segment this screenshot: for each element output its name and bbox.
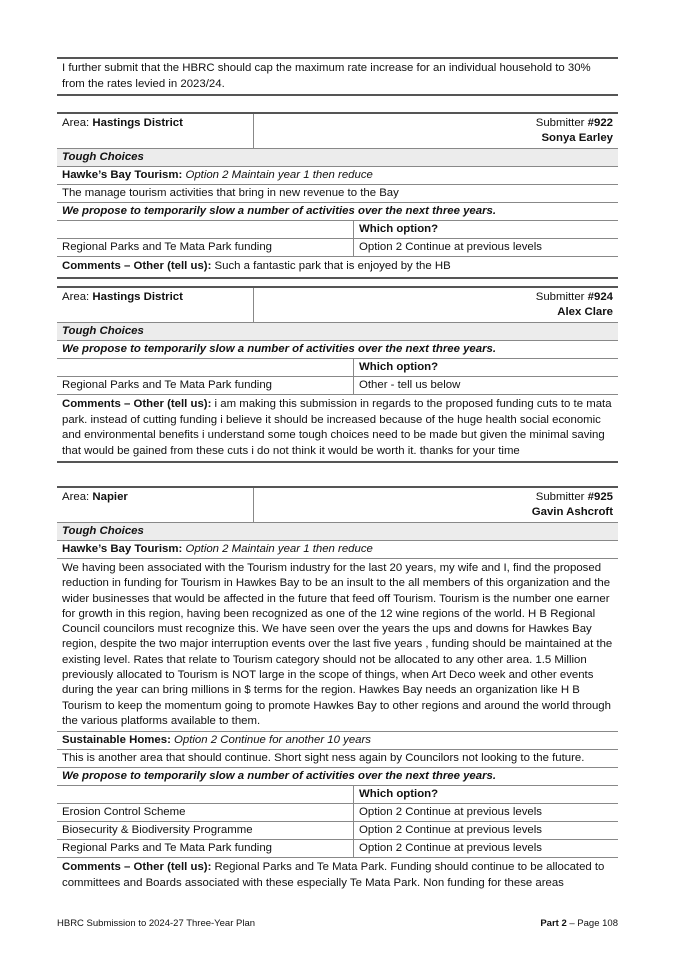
table-row: Regional Parks and Te Mata Park funding Option 2 Continue at previous levels: [57, 239, 618, 257]
tourism-choice: Hawke’s Bay Tourism: Option 2 Maintain year 1 then reduce: [57, 541, 618, 559]
submission-header: Area: Hastings District Submitter #924 Alex Clare: [57, 288, 618, 323]
section-heading: Tough Choices: [57, 323, 618, 341]
table-row: Regional Parks and Te Mata Park funding Option 2 Continue at previous levels: [57, 840, 618, 858]
tourism-choice: Hawke’s Bay Tourism: Option 2 Maintain year 1 then reduce: [57, 167, 618, 185]
intro-block: [57, 57, 618, 96]
comments: Comments – Other (tell us): Such a fantastic park that is enjoyed by the HB: [62, 260, 451, 272]
options-header: Which option?: [57, 786, 618, 804]
submitter-name: Gavin Ashcroft: [531, 506, 613, 518]
tourism-text: We having been associated with the Tourism industry for the last 20 years, my wife and I, find the proposed reduction in funding for Tourism in Hawkes Bay to be an insult to the all members of this organization and the wider businesses that would be affected in the future that feed off Tourism. Tourism is the number one earner for growth in this region, having been recognized as one of the 12 wine regions of the world. H B Regional Council councilors must recognize this. We have seen over the years the ups and downs for Hawkes Bay region, despite the two major interruption events over the last five years , funding should be maintained at the existing level. Rates that relate to Tourism category should not be allocated to any other area. 1.5 Million previously allocated to Tourism is NOT large in the scope of things, when Art Deco week and other events during the year can bring millions in $ terms for the region. Hawkes Bay needs an organization like H B Tourism to keep the momentum going to promote Hawkes Bay to other regions and around the world through the various platforms available to them.: [57, 559, 618, 732]
comments: Comments – Other (tell us): Regional Parks and Te Mata Park. Funding should continue to be allocated to committees and Boards associated with these especially Te Mata Park. Non funding for these areas: [62, 861, 605, 889]
homes-text: This is another area that should continue. Short sight ness again by Councilors not looking to the future.: [57, 750, 618, 768]
propose-heading: We propose to temporarily slow a number of activities over the next three years.: [57, 203, 618, 221]
area-value: Hastings District: [92, 291, 183, 303]
propose-heading: We propose to temporarily slow a number of activities over the next three years.: [57, 341, 618, 359]
submission-922: [57, 112, 618, 279]
submitter-number: #924: [587, 291, 613, 303]
submission-924: [57, 286, 618, 463]
submission-header: Area: Napier Submitter #925 Gavin Ashcroft: [57, 488, 618, 523]
propose-heading: We propose to temporarily slow a number of activities over the next three years.: [57, 768, 618, 786]
homes-choice: Sustainable Homes: Option 2 Continue for another 10 years: [57, 732, 618, 750]
tourism-text: The manage tourism activities that bring in new revenue to the Bay: [57, 185, 618, 203]
submitter-name: Alex Clare: [557, 306, 613, 318]
submitter-number: #922: [587, 117, 613, 129]
submission-925: [57, 486, 618, 893]
area-value: Hastings District: [92, 117, 183, 129]
footer-left: HBRC Submission to 2024-27 Three-Year Plan: [57, 918, 256, 929]
area-value: Napier: [92, 491, 128, 503]
table-row: Erosion Control Scheme Option 2 Continue at previous levels: [57, 804, 618, 822]
table-row: Regional Parks and Te Mata Park funding Other - tell us below: [57, 377, 618, 395]
submitter-number: #925: [587, 491, 613, 503]
comments: Comments – Other (tell us): i am making this submission in regards to the proposed funding cuts to te mata park. instead of cutting funding i believe it should be increased because of the huge health social economic and environmental benefits i understand some tough choices need to be made but given the minimal saving that would be gained from these cuts i do not think it would be worth it. thanks for your time: [62, 398, 612, 457]
section-heading: Tough Choices: [57, 149, 618, 167]
section-heading: Tough Choices: [57, 523, 618, 541]
intro-text: I further submit that the HBRC should cap the maximum rate increase for an individual household to 30% from the rates levied in 2023/24.: [62, 62, 591, 90]
options-header: Which option?: [57, 359, 618, 377]
submitter-name: Sonya Earley: [541, 132, 613, 144]
options-header: Which option?: [57, 221, 618, 239]
table-row: Biosecurity & Biodiversity Programme Option 2 Continue at previous levels: [57, 822, 618, 840]
footer-page: Part 2 – Page 108: [540, 918, 618, 929]
submission-header: Area: Hastings District Submitter #922 Sonya Earley: [57, 114, 618, 149]
